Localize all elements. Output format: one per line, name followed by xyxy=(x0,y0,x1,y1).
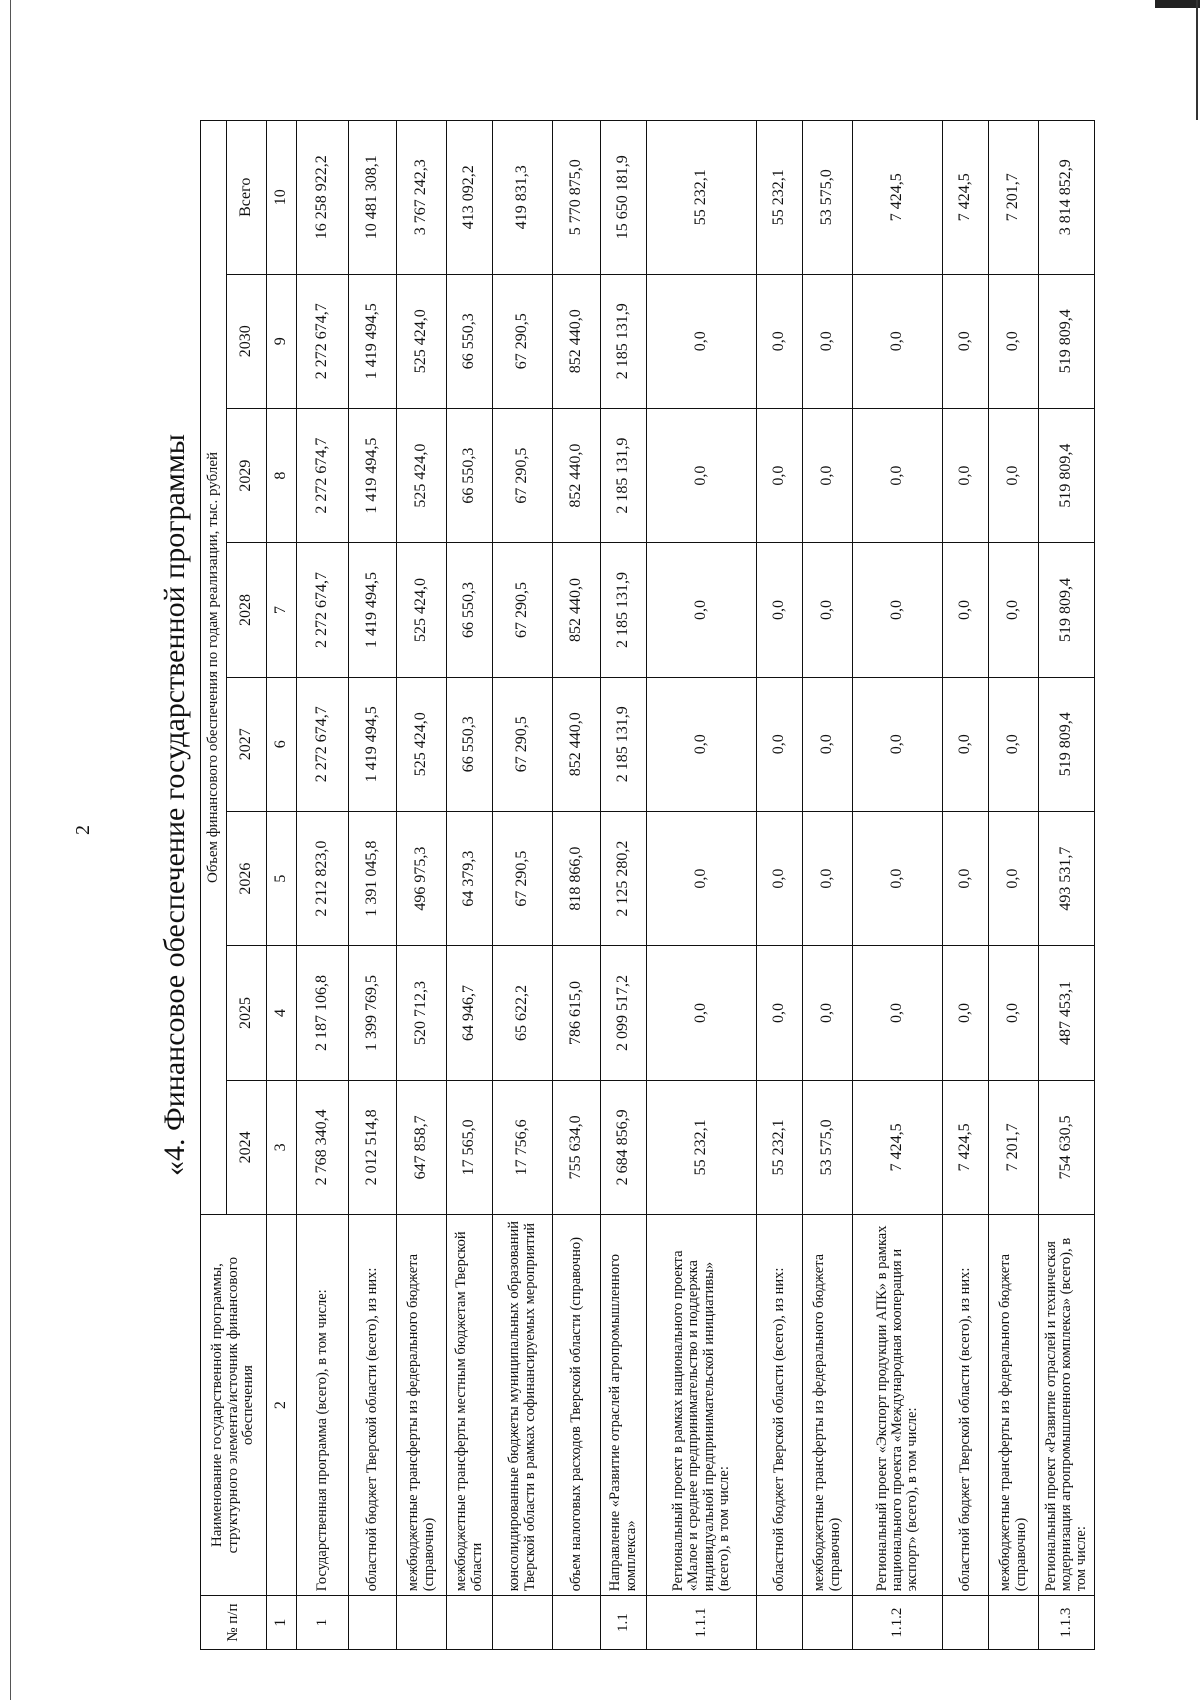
table-row xyxy=(1039,121,1095,1650)
row-number xyxy=(493,1596,553,1650)
row-value-cell: 67 290,5 xyxy=(493,677,553,811)
row-value-cell: 2 187 106,8 xyxy=(297,946,349,1080)
row-value-cell: 2 185 131,9 xyxy=(601,408,647,542)
row-value-cell: 0,0 xyxy=(647,946,757,1080)
row-value-cell: 2 684 856,9 xyxy=(601,1080,647,1214)
row-value-cell: 525 424,0 xyxy=(397,408,447,542)
row-value-cell: 2 099 517,2 xyxy=(601,946,647,1080)
index-cell: 8 xyxy=(267,408,297,542)
header-year: 2024 xyxy=(227,1080,267,1214)
row-value-cell: 0,0 xyxy=(853,408,943,542)
row-value-cell: 2 768 340,4 xyxy=(297,1080,349,1214)
row-value-cell: 852 440,0 xyxy=(553,677,601,811)
page-number: 2 xyxy=(72,825,94,835)
table-row xyxy=(757,121,803,1650)
row-value-cell: 525 424,0 xyxy=(397,274,447,408)
row-name: консолидированные бюджеты муниципальных образований Тверской области в рамках софинансируемых мероприятий xyxy=(493,1214,553,1595)
row-number xyxy=(943,1596,989,1650)
row-number xyxy=(349,1596,397,1650)
row-value-cell: 53 575,0 xyxy=(803,1080,853,1214)
row-value-cell: 0,0 xyxy=(853,274,943,408)
row-total-cell: 10 481 308,1 xyxy=(349,121,397,275)
row-value-cell: 1 419 494,5 xyxy=(349,408,397,542)
row-total-cell: 7 424,5 xyxy=(853,121,943,275)
row-value-cell: 852 440,0 xyxy=(553,543,601,677)
scan-edge-right xyxy=(1196,0,1198,120)
row-value-cell: 66 550,3 xyxy=(447,274,493,408)
header-volume: Объем финансового обеспечения по годам реализации, тыс. рублей xyxy=(201,121,227,1215)
row-value-cell: 0,0 xyxy=(803,543,853,677)
row-value-cell: 818 866,0 xyxy=(553,811,601,945)
row-value-cell: 852 440,0 xyxy=(553,274,601,408)
row-total-cell: 53 575,0 xyxy=(803,121,853,275)
row-value-cell: 2 212 823,0 xyxy=(297,811,349,945)
row-value-cell: 0,0 xyxy=(803,677,853,811)
row-value-cell: 67 290,5 xyxy=(493,274,553,408)
row-value-cell: 0,0 xyxy=(943,946,989,1080)
row-value-cell: 0,0 xyxy=(989,408,1039,542)
index-cell: 2 xyxy=(267,1214,297,1595)
table-row xyxy=(853,121,943,1650)
row-number: 1.1.1 xyxy=(647,1596,757,1650)
row-number xyxy=(447,1596,493,1650)
row-value-cell: 0,0 xyxy=(647,677,757,811)
row-value-cell: 519 809,4 xyxy=(1039,543,1095,677)
row-value-cell: 755 634,0 xyxy=(553,1080,601,1214)
row-total-cell: 5 770 875,0 xyxy=(553,121,601,275)
row-value-cell: 66 550,3 xyxy=(447,543,493,677)
scan-edge-mark xyxy=(1155,0,1200,8)
index-cell: 5 xyxy=(267,811,297,945)
index-cell: 9 xyxy=(267,274,297,408)
header-num: № п/п xyxy=(201,1596,267,1650)
row-number: 1.1.3 xyxy=(1039,1596,1095,1650)
row-value-cell: 0,0 xyxy=(989,543,1039,677)
row-value-cell: 7 424,5 xyxy=(943,1080,989,1214)
row-value-cell: 0,0 xyxy=(989,811,1039,945)
row-name: межбюджетные трансферты из федерального бюджета (справочно) xyxy=(397,1214,447,1595)
header-year: 2026 xyxy=(227,811,267,945)
row-number: 1.1.2 xyxy=(853,1596,943,1650)
row-value-cell: 0,0 xyxy=(853,543,943,677)
row-value-cell: 0,0 xyxy=(647,408,757,542)
row-value-cell: 66 550,3 xyxy=(447,677,493,811)
row-value-cell: 0,0 xyxy=(647,543,757,677)
row-value-cell: 0,0 xyxy=(757,543,803,677)
row-value-cell: 0,0 xyxy=(853,811,943,945)
header-year: 2027 xyxy=(227,677,267,811)
row-name: Региональный проект «Экспорт продукции АПК» в рамках национального проекта «Международная кооперация и экспорт» (всего), в том числе: xyxy=(853,1214,943,1595)
index-cell: 10 xyxy=(267,121,297,275)
row-name: межбюджетные трансферты из федерального бюджета (справочно) xyxy=(989,1214,1039,1595)
row-value-cell: 2 272 674,7 xyxy=(297,274,349,408)
row-value-cell: 0,0 xyxy=(989,677,1039,811)
row-value-cell: 852 440,0 xyxy=(553,408,601,542)
header-total: Всего xyxy=(227,121,267,275)
row-number xyxy=(397,1596,447,1650)
row-total-cell: 3 767 242,3 xyxy=(397,121,447,275)
row-value-cell: 2 185 131,9 xyxy=(601,543,647,677)
row-value-cell: 0,0 xyxy=(803,946,853,1080)
row-total-cell: 413 092,2 xyxy=(447,121,493,275)
row-value-cell: 2 012 514,8 xyxy=(349,1080,397,1214)
row-total-cell: 3 814 852,9 xyxy=(1039,121,1095,275)
row-value-cell: 2 185 131,9 xyxy=(601,677,647,811)
row-value-cell: 67 290,5 xyxy=(493,408,553,542)
table-body xyxy=(297,121,1095,1650)
document-title: «4. Финансовое обеспечение государственной программы xyxy=(158,434,191,1176)
table-row xyxy=(297,121,349,1650)
row-value-cell: 1 419 494,5 xyxy=(349,274,397,408)
row-value-cell: 0,0 xyxy=(989,274,1039,408)
row-total-cell: 55 232,1 xyxy=(757,121,803,275)
row-name: межбюджетные трансферты из федерального бюджета (справочно) xyxy=(803,1214,853,1595)
header-year: 2029 xyxy=(227,408,267,542)
row-value-cell: 0,0 xyxy=(853,677,943,811)
row-value-cell: 7 201,7 xyxy=(989,1080,1039,1214)
row-total-cell: 419 831,3 xyxy=(493,121,553,275)
table-row xyxy=(943,121,989,1650)
row-value-cell: 65 622,2 xyxy=(493,946,553,1080)
scan-edge xyxy=(10,0,11,1700)
row-number xyxy=(989,1596,1039,1650)
row-value-cell: 2 272 674,7 xyxy=(297,543,349,677)
table-row xyxy=(447,121,493,1650)
financing-table xyxy=(200,120,1095,1650)
row-value-cell: 17 565,0 xyxy=(447,1080,493,1214)
row-value-cell: 519 809,4 xyxy=(1039,274,1095,408)
row-name: Региональный проект «Развитие отраслей и техническая модернизация агропромышленного комплекса» (всего), в том числе: xyxy=(1039,1214,1095,1595)
row-value-cell: 0,0 xyxy=(647,811,757,945)
header-name: Наименование государственной программы, структурного элемента/источник финансового обеспечения xyxy=(201,1214,267,1595)
row-name: областной бюджет Тверской области (всего), из них: xyxy=(943,1214,989,1595)
row-name: межбюджетные трансферты местным бюджетам Тверской области xyxy=(447,1214,493,1595)
row-name: Региональный проект в рамках национального проекта «Малое и среднее предпринимательство и поддержка индивидуальной предпринимательской инициативы» (всего), в том числе: xyxy=(647,1214,757,1595)
row-total-cell: 16 258 922,2 xyxy=(297,121,349,275)
row-value-cell: 1 391 045,8 xyxy=(349,811,397,945)
row-value-cell: 2 185 131,9 xyxy=(601,274,647,408)
row-value-cell: 0,0 xyxy=(803,274,853,408)
row-value-cell: 786 615,0 xyxy=(553,946,601,1080)
row-value-cell: 525 424,0 xyxy=(397,677,447,811)
row-value-cell: 1 419 494,5 xyxy=(349,543,397,677)
table-row xyxy=(397,121,447,1650)
row-name: Государственная программа (всего), в том числе: xyxy=(297,1214,349,1595)
row-value-cell: 0,0 xyxy=(943,543,989,677)
row-value-cell: 0,0 xyxy=(943,408,989,542)
row-number xyxy=(803,1596,853,1650)
index-cell: 4 xyxy=(267,946,297,1080)
row-value-cell: 0,0 xyxy=(757,811,803,945)
index-cell: 6 xyxy=(267,677,297,811)
row-name: Направление «Развитие отраслей агропромышленного комплекса» xyxy=(601,1214,647,1595)
row-name: областной бюджет Тверской области (всего), из них: xyxy=(349,1214,397,1595)
index-cell: 7 xyxy=(267,543,297,677)
table-row xyxy=(349,121,397,1650)
row-value-cell: 0,0 xyxy=(943,274,989,408)
row-value-cell: 2 272 674,7 xyxy=(297,677,349,811)
row-value-cell: 0,0 xyxy=(943,811,989,945)
row-value-cell: 17 756,6 xyxy=(493,1080,553,1214)
row-value-cell: 0,0 xyxy=(757,946,803,1080)
table-row xyxy=(647,121,757,1650)
row-value-cell: 519 809,4 xyxy=(1039,408,1095,542)
index-row xyxy=(267,121,297,1650)
row-value-cell: 7 424,5 xyxy=(853,1080,943,1214)
row-total-cell: 7 424,5 xyxy=(943,121,989,275)
row-value-cell: 0,0 xyxy=(853,946,943,1080)
index-cell: 3 xyxy=(267,1080,297,1214)
row-value-cell: 1 419 494,5 xyxy=(349,677,397,811)
row-value-cell: 0,0 xyxy=(757,408,803,542)
table-row xyxy=(493,121,553,1650)
row-value-cell: 64 946,7 xyxy=(447,946,493,1080)
index-cell: 1 xyxy=(267,1596,297,1650)
row-name: объем налоговых расходов Тверской области (справочно) xyxy=(553,1214,601,1595)
row-value-cell: 0,0 xyxy=(647,274,757,408)
row-value-cell: 55 232,1 xyxy=(647,1080,757,1214)
table-row xyxy=(553,121,601,1650)
row-value-cell: 0,0 xyxy=(943,677,989,811)
row-number: 1 xyxy=(297,1596,349,1650)
header-year: 2028 xyxy=(227,543,267,677)
row-total-cell: 15 650 181,9 xyxy=(601,121,647,275)
row-value-cell: 0,0 xyxy=(757,677,803,811)
row-name: областной бюджет Тверской области (всего), из них: xyxy=(757,1214,803,1595)
row-value-cell: 55 232,1 xyxy=(757,1080,803,1214)
header-year: 2030 xyxy=(227,274,267,408)
row-value-cell: 67 290,5 xyxy=(493,543,553,677)
row-value-cell: 0,0 xyxy=(757,274,803,408)
table-row xyxy=(601,121,647,1650)
row-number: 1.1 xyxy=(601,1596,647,1650)
table-row xyxy=(803,121,853,1650)
row-value-cell: 525 424,0 xyxy=(397,543,447,677)
row-value-cell: 0,0 xyxy=(989,946,1039,1080)
table-row xyxy=(989,121,1039,1650)
row-number xyxy=(553,1596,601,1650)
row-total-cell: 55 232,1 xyxy=(647,121,757,275)
row-value-cell: 66 550,3 xyxy=(447,408,493,542)
row-value-cell: 0,0 xyxy=(803,811,853,945)
row-value-cell: 754 630,5 xyxy=(1039,1080,1095,1214)
row-value-cell: 1 399 769,5 xyxy=(349,946,397,1080)
rotated-page-content xyxy=(150,120,1110,1650)
row-value-cell: 2 272 674,7 xyxy=(297,408,349,542)
row-value-cell: 64 379,3 xyxy=(447,811,493,945)
row-value-cell: 493 531,7 xyxy=(1039,811,1095,945)
row-value-cell: 647 858,7 xyxy=(397,1080,447,1214)
row-value-cell: 519 809,4 xyxy=(1039,677,1095,811)
row-value-cell: 487 453,1 xyxy=(1039,946,1095,1080)
row-value-cell: 0,0 xyxy=(803,408,853,542)
header-year: 2025 xyxy=(227,946,267,1080)
row-total-cell: 7 201,7 xyxy=(989,121,1039,275)
row-number xyxy=(757,1596,803,1650)
row-value-cell: 496 975,3 xyxy=(397,811,447,945)
row-value-cell: 520 712,3 xyxy=(397,946,447,1080)
row-value-cell: 67 290,5 xyxy=(493,811,553,945)
row-value-cell: 2 125 280,2 xyxy=(601,811,647,945)
